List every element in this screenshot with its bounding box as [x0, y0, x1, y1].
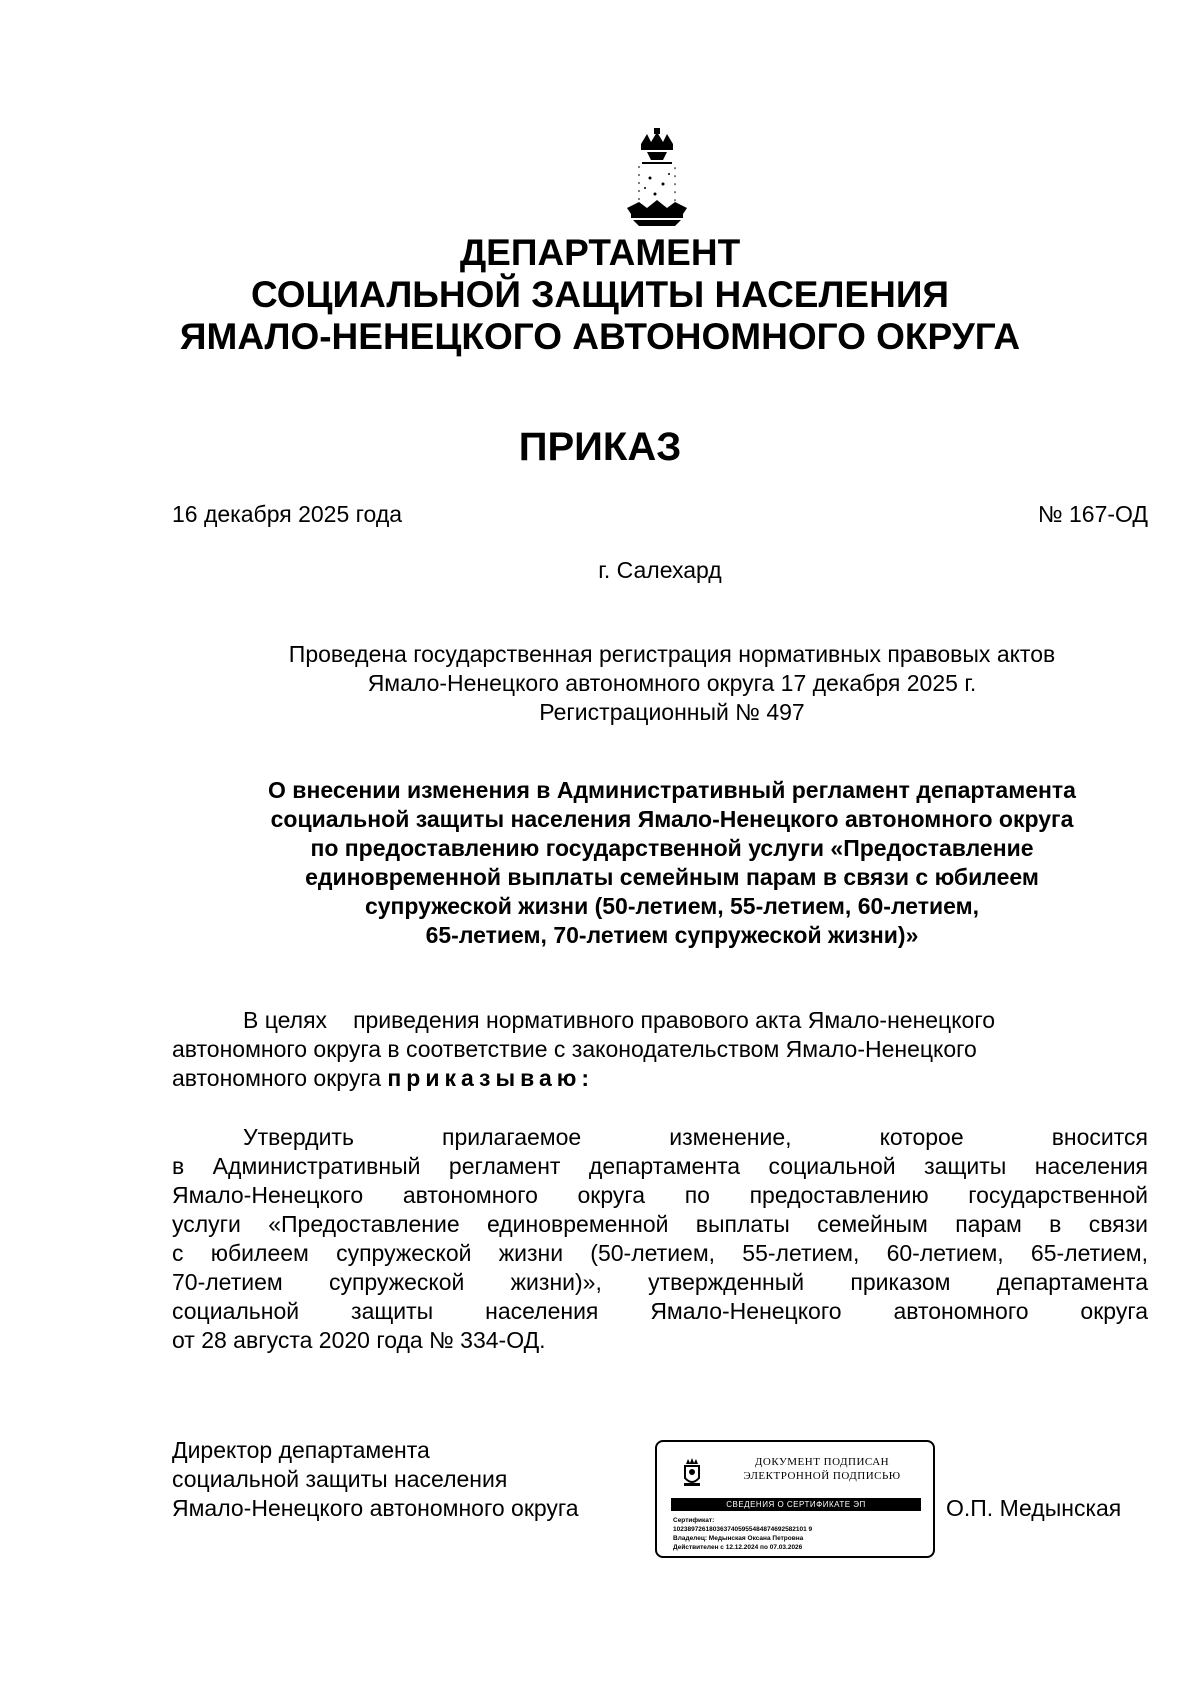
signatory-line-3: Ямало-Ненецкого автономного округа: [172, 1495, 579, 1521]
stamp-details: [673, 1516, 812, 1552]
order-number: № 167-ОД: [1037, 501, 1148, 527]
stamp-cert-label: Сертификат:: [673, 1517, 715, 1524]
body-line-1: Утвердить прилагаемое изменение, которое вносится: [243, 1124, 1148, 1150]
stamp-title-line-1: ДОКУМЕНТ ПОДПИСАН: [754, 1456, 890, 1468]
body-line-3: Ямало-Ненецкого автономного округа по предоставлению государственной: [172, 1182, 1148, 1208]
registration-line-1: Проведена государственная регистрация нормативных правовых актов: [288, 641, 1056, 667]
signatory-name: О.П. Медынская: [946, 1495, 1122, 1521]
subject-line-6: 65-летием, 70-летием супружеской жизни)»: [425, 922, 919, 948]
city: г. Салехард: [598, 557, 722, 583]
body-line-2: в Административный регламент департамента социальной защиты населения: [172, 1153, 1148, 1179]
signatory-line-2: социальной защиты населения: [172, 1466, 508, 1492]
preamble-line-1-b: приведения нормативного правового акта Ямало-ненецкого: [353, 1007, 996, 1033]
stamp-owner: Владелец: Медынская Оксана Петровна: [673, 1535, 804, 1542]
preamble-line-3: [172, 1064, 594, 1093]
subject-line-5: супружеской жизни (50-летием, 55-летием, 60-летием,: [364, 893, 980, 919]
header-line-2: СОЦИАЛЬНОЙ ЗАЩИТЫ НАСЕЛЕНИЯ: [250, 274, 950, 315]
preamble-line-1-a: В целях: [243, 1007, 328, 1033]
signatory-title: [172, 1436, 579, 1523]
body-line-8: от 28 августа 2020 года № 334-ОД.: [172, 1327, 546, 1353]
electronic-signature-stamp: [655, 1440, 935, 1558]
stamp-title-line-2: ЭЛЕКТРОННОЙ ПОДПИСЬЮ: [743, 1470, 901, 1482]
body-line-4: услуги «Предоставление единовременной выплаты семейным парам в связи: [172, 1211, 1148, 1237]
body-line-6: 70-летием супружеской жизни)», утвержденный приказом департамента: [172, 1269, 1148, 1295]
stamp-valid: Действителен с 12.12.2024 по 07.03.2026: [673, 1544, 803, 1551]
order-date: 16 декабря 2025 года: [172, 501, 403, 527]
department-header: [150, 232, 1050, 358]
stamp-cert-value: 1023897261803637405955484874692582101 9: [673, 1526, 813, 1533]
header-line-3: ЯМАЛО-НЕНЕЦКОГО АВТОНОМНОГО ОКРУГА: [179, 316, 1021, 357]
order-subject: [172, 776, 1172, 950]
header-line-1: ДЕПАРТАМЕНТ: [459, 232, 741, 273]
stamp-certificate-bar: СВЕДЕНИЯ О СЕРТИФИКАТЕ ЭП: [671, 1498, 921, 1511]
subject-line-3: по предоставлению государственной услуги «Предоставление: [310, 835, 1034, 861]
registration-line-2: Ямало-Ненецкого автономного округа 17 декабря 2025 г.: [367, 670, 977, 696]
subject-line-2: социальной защиты населения Ямало-Ненецкого автономного округа: [270, 806, 1074, 832]
body-line-5: с юбилеем супружеской жизни (50-летием, 55-летием, 60-летием, 65-летием,: [172, 1240, 1148, 1266]
subject-line-1: О внесении изменения в Административный регламент департамента: [268, 777, 1076, 803]
preamble-line-1: [243, 1006, 995, 1035]
stamp-emblem-icon: [679, 1456, 705, 1490]
signatory-line-1: Директор департамента: [172, 1437, 430, 1463]
subject-line-4: единовременной выплаты семейным парам в связи с юбилеем: [305, 864, 1039, 890]
registration-line-3: Регистрационный № 497: [539, 699, 805, 725]
coat-of-arms-emblem: [617, 126, 697, 236]
preamble-line-2: автономного округа в соответствие с законодательством Ямало-Ненецкого: [172, 1036, 977, 1062]
registration-note: [172, 640, 1172, 727]
body-line-7: социальной защиты населения Ямало-Ненецкого автономного округа: [172, 1298, 1148, 1324]
preamble-command: приказываю:: [387, 1065, 595, 1091]
stamp-title: [717, 1455, 927, 1483]
order-title: ПРИКАЗ: [518, 425, 682, 469]
preamble-line-3-text: автономного округа: [172, 1065, 381, 1091]
